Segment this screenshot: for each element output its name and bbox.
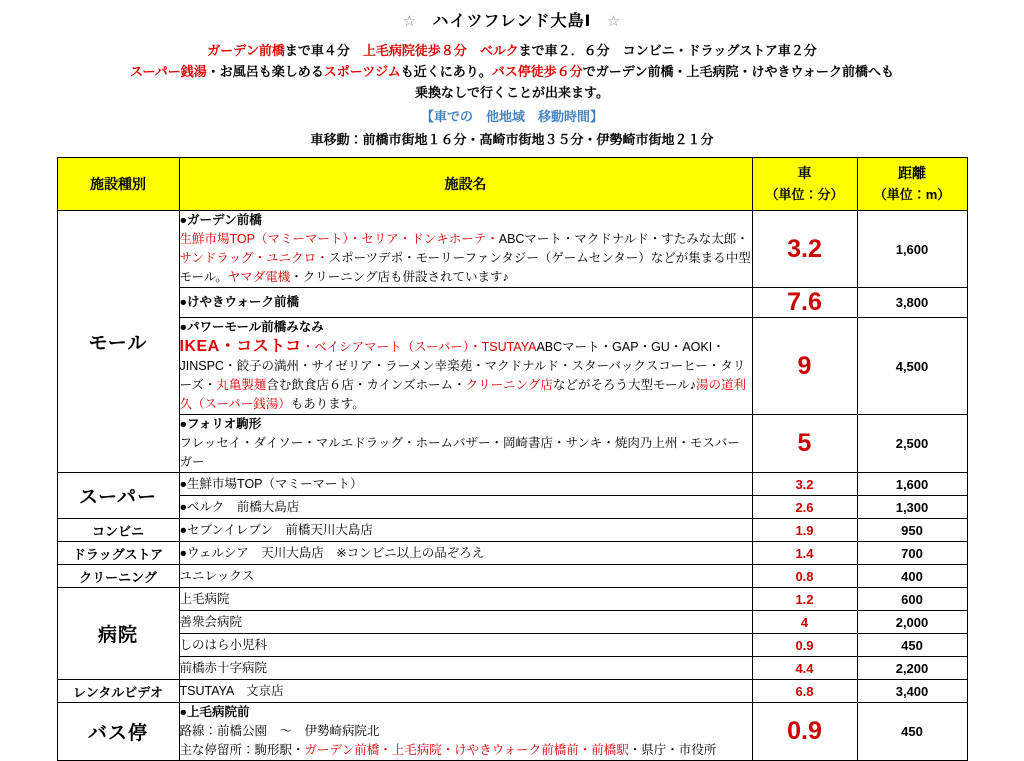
column-header-dist-label: 距離 [898,165,926,181]
text-run: まで車４分 [284,43,363,58]
text-run: も近くにあり。 [400,64,492,79]
text-run: TSUTAYA 文京店 [179,683,284,698]
car-minutes-value: 4.4 [752,657,857,680]
facility-text-line [180,703,752,722]
facility-type-5: 病院 [57,588,179,680]
distance-value: 1,600 [857,473,967,496]
table-header-row [57,158,967,211]
text-run: バス停徒歩６分 [491,64,583,79]
lead-line-2 [0,61,1024,82]
car-minutes-value: 2.6 [752,496,857,519]
table-row [57,588,967,611]
lead-line-1 [0,40,1024,61]
text-run: 生鮮市場TOP（マミーマート）・セリア・ドンキホーテ・ [179,232,499,246]
text-run: ABCマート・マクドナルド・すたみな太郎・ [498,232,749,246]
table-row [57,657,967,680]
distance-value: 400 [857,565,967,588]
facility-text-line [180,636,752,655]
text-run: 善衆会病院 [179,614,243,629]
facility-text-line [180,498,752,517]
page-title [0,8,1024,31]
car-minutes-value: 5 [752,415,857,473]
table-row [57,703,967,761]
facilities-table [57,157,968,761]
distance-value: 1,600 [857,211,967,288]
facility-text-line [180,682,752,701]
facility-text-line [180,211,752,230]
facility-text-line [180,293,752,312]
table-row [57,473,967,496]
travel-time-detail: 車移動：前橋市街地１６分・高崎市街地３５分・伊勢崎市街地２１分 [310,132,714,147]
text-run: クリーニング店 [465,378,553,392]
travel-time-heading: 【車での 他地域 移動時間】 [420,109,603,124]
text-run: ●フォリオ駒形 [179,417,262,431]
car-minutes-value: 7.6 [752,288,857,318]
text-run: ●上毛病院前 [179,705,250,719]
distance-value: 1,300 [857,496,967,519]
facility-name-cell [179,657,752,680]
star-right-icon: ☆ [606,13,622,30]
table-row [57,496,967,519]
distance-value: 450 [857,634,967,657]
text-run: 路線：前橋公園 ～ 伊勢崎病院北 [179,724,380,738]
car-minutes-value: 1.9 [752,519,857,542]
facility-text-line [180,434,752,472]
text-run: サンドラッグ・ユニクロ・ [179,251,329,265]
text-run: まで車２．６分 コンビニ・ドラッグストア車２分 [518,43,817,58]
text-run: ●セブンイレブン 前橋天川大島店 [179,522,373,537]
table-row [57,288,967,318]
table-row [57,634,967,657]
car-minutes-value: 6.8 [752,680,857,703]
column-header-name: 施設名 [179,158,752,211]
facility-name-cell [179,318,752,415]
table-row [57,680,967,703]
facility-type-6: レンタルビデオ [57,680,179,703]
table-row [57,211,967,288]
facility-name-cell [179,634,752,657]
table-header [57,158,967,211]
car-minutes-value: 0.9 [752,634,857,657]
facility-text-line [180,521,752,540]
car-minutes-value: 9 [752,318,857,415]
facility-text-line [180,337,752,414]
text-run: などがそろう大型モール♪ [552,378,696,392]
lead-line-3 [0,82,1024,103]
property-name: ハイツフレンド大島Ⅰ [432,13,592,30]
table-row [57,318,967,415]
text-run: ・県庁・市役所 [628,743,717,757]
text-run: 乗換なしで行くことが出来ます。 [415,85,609,100]
facility-text-line [180,590,752,609]
facility-type-1: スーパー [57,473,179,519]
facility-name-cell [179,519,752,542]
distance-value: 600 [857,588,967,611]
text-run: 上毛病院 [179,591,230,606]
car-minutes-value: 4 [752,611,857,634]
text-run: もあります。 [290,397,365,411]
facility-text-line [180,415,752,434]
text-run: IKEA・コストコ [179,338,302,355]
car-minutes-value: 1.4 [752,542,857,565]
text-run: しのはら小児科 [179,637,268,652]
text-run: ABCマート・GAP・GU・AOKI・JINSPC・餃子の満州・サイゼリア・ラーメン幸楽苑・マクドナルド・スターバックスコーヒー・タリーズ・ [179,340,746,392]
text-run: ユニレックス [179,568,255,583]
text-run: スポーツジム [323,64,401,79]
facility-type-0: モール [57,211,179,473]
text-run: ガーデン前橋・上毛病院・けやきウォーク前橋前・前橋駅 [304,743,629,757]
column-header-car-label: 車 [797,165,812,181]
car-minutes-value: 0.9 [752,703,857,761]
table-row [57,519,967,542]
table-body [57,211,967,761]
facility-text-line [180,659,752,678]
distance-value: 450 [857,703,967,761]
facility-name-cell [179,542,752,565]
text-run: スーパー銭湯 [130,64,207,79]
text-run: ・クリーニング店も併設されています♪ [290,270,509,284]
facility-name-cell [179,703,752,761]
table-row [57,542,967,565]
facility-name-cell [179,680,752,703]
text-run: ●パワーモール前橋みなみ [179,320,324,334]
distance-value: 2,500 [857,415,967,473]
facility-name-cell [179,565,752,588]
distance-value: 3,800 [857,288,967,318]
star-left-icon: ☆ [402,13,418,30]
column-header-car [752,158,857,211]
facility-type-4: クリーニング [57,565,179,588]
text-run: ガーデン前橋 [207,43,285,58]
distance-value: 3,400 [857,680,967,703]
column-header-car-unit: （単位：分） [765,187,844,202]
distance-value: 2,200 [857,657,967,680]
distance-value: 950 [857,519,967,542]
document-header [0,0,1024,150]
facility-name-cell [179,473,752,496]
column-header-type: 施設種別 [57,158,179,211]
text-run: スポーツデポ・モーリーファンタジー（ゲームセンター）などが集まる中型モール。 [179,251,751,284]
text-run: ●ベルク 前橋大島店 [179,499,300,514]
text-run: ●ガーデン前橋 [179,213,262,227]
text-run: 主な停留所：駒形駅・ [179,743,305,757]
facility-name-cell [179,211,752,288]
facility-type-7: バス停 [57,703,179,761]
car-minutes-value: 3.2 [752,473,857,496]
table-row [57,565,967,588]
facility-text-line [180,567,752,586]
table-row [57,415,967,473]
column-header-dist [857,158,967,211]
text-run: 前橋赤十字病院 [179,660,268,675]
facility-text-line [180,613,752,632]
text-run: ・お風呂も楽しめる [206,64,324,79]
text-run: ヤマダ電機 [227,270,291,284]
car-minutes-value: 3.2 [752,211,857,288]
text-run: フレッセイ・ダイソー・マルエドラッグ・ホームバザー・岡崎書店・サンキ・焼肉乃上州・モスバーガー [179,436,740,469]
facility-name-cell [179,611,752,634]
text-run: ・ベイシアマート（スーパー）・TSUTAYA [301,340,537,354]
distance-value: 700 [857,542,967,565]
distance-value: 2,000 [857,611,967,634]
facility-type-3: ドラッグストア [57,542,179,565]
text-run: ●けやきウォーク前橋 [179,295,300,309]
car-minutes-value: 0.8 [752,565,857,588]
text-run [467,43,480,58]
text-run: 上毛病院徒歩８分 [362,43,467,58]
facility-text-line [180,741,752,760]
text-run: 丸亀製麺 [216,378,267,392]
facility-text-line [180,318,752,337]
facility-text-line [180,722,752,741]
facility-name-cell [179,588,752,611]
text-run: 湯の道利久（スーパー銭湯） [179,378,746,411]
facility-type-2: コンビニ [57,519,179,542]
facility-text-line [180,230,752,287]
text-run: ●生鮮市場TOP（マミーマート） [179,476,363,491]
facility-name-cell [179,496,752,519]
text-run: ベルク [479,43,519,58]
distance-value: 4,500 [857,318,967,415]
facility-text-line [180,544,752,563]
text-run: でガーデン前橋・上毛病院・けやきウォーク前橋へも [582,64,894,79]
table-row [57,611,967,634]
column-header-dist-unit: （単位：m） [873,187,951,202]
facility-name-cell [179,288,752,318]
facility-text-line [180,475,752,494]
text-run: 含む飲食店６店・カインズホーム・ [266,378,466,392]
car-minutes-value: 1.2 [752,588,857,611]
facility-name-cell [179,415,752,473]
text-run: ●ウェルシア 天川大島店 ※コンビニ以上の品ぞろえ [179,545,485,560]
